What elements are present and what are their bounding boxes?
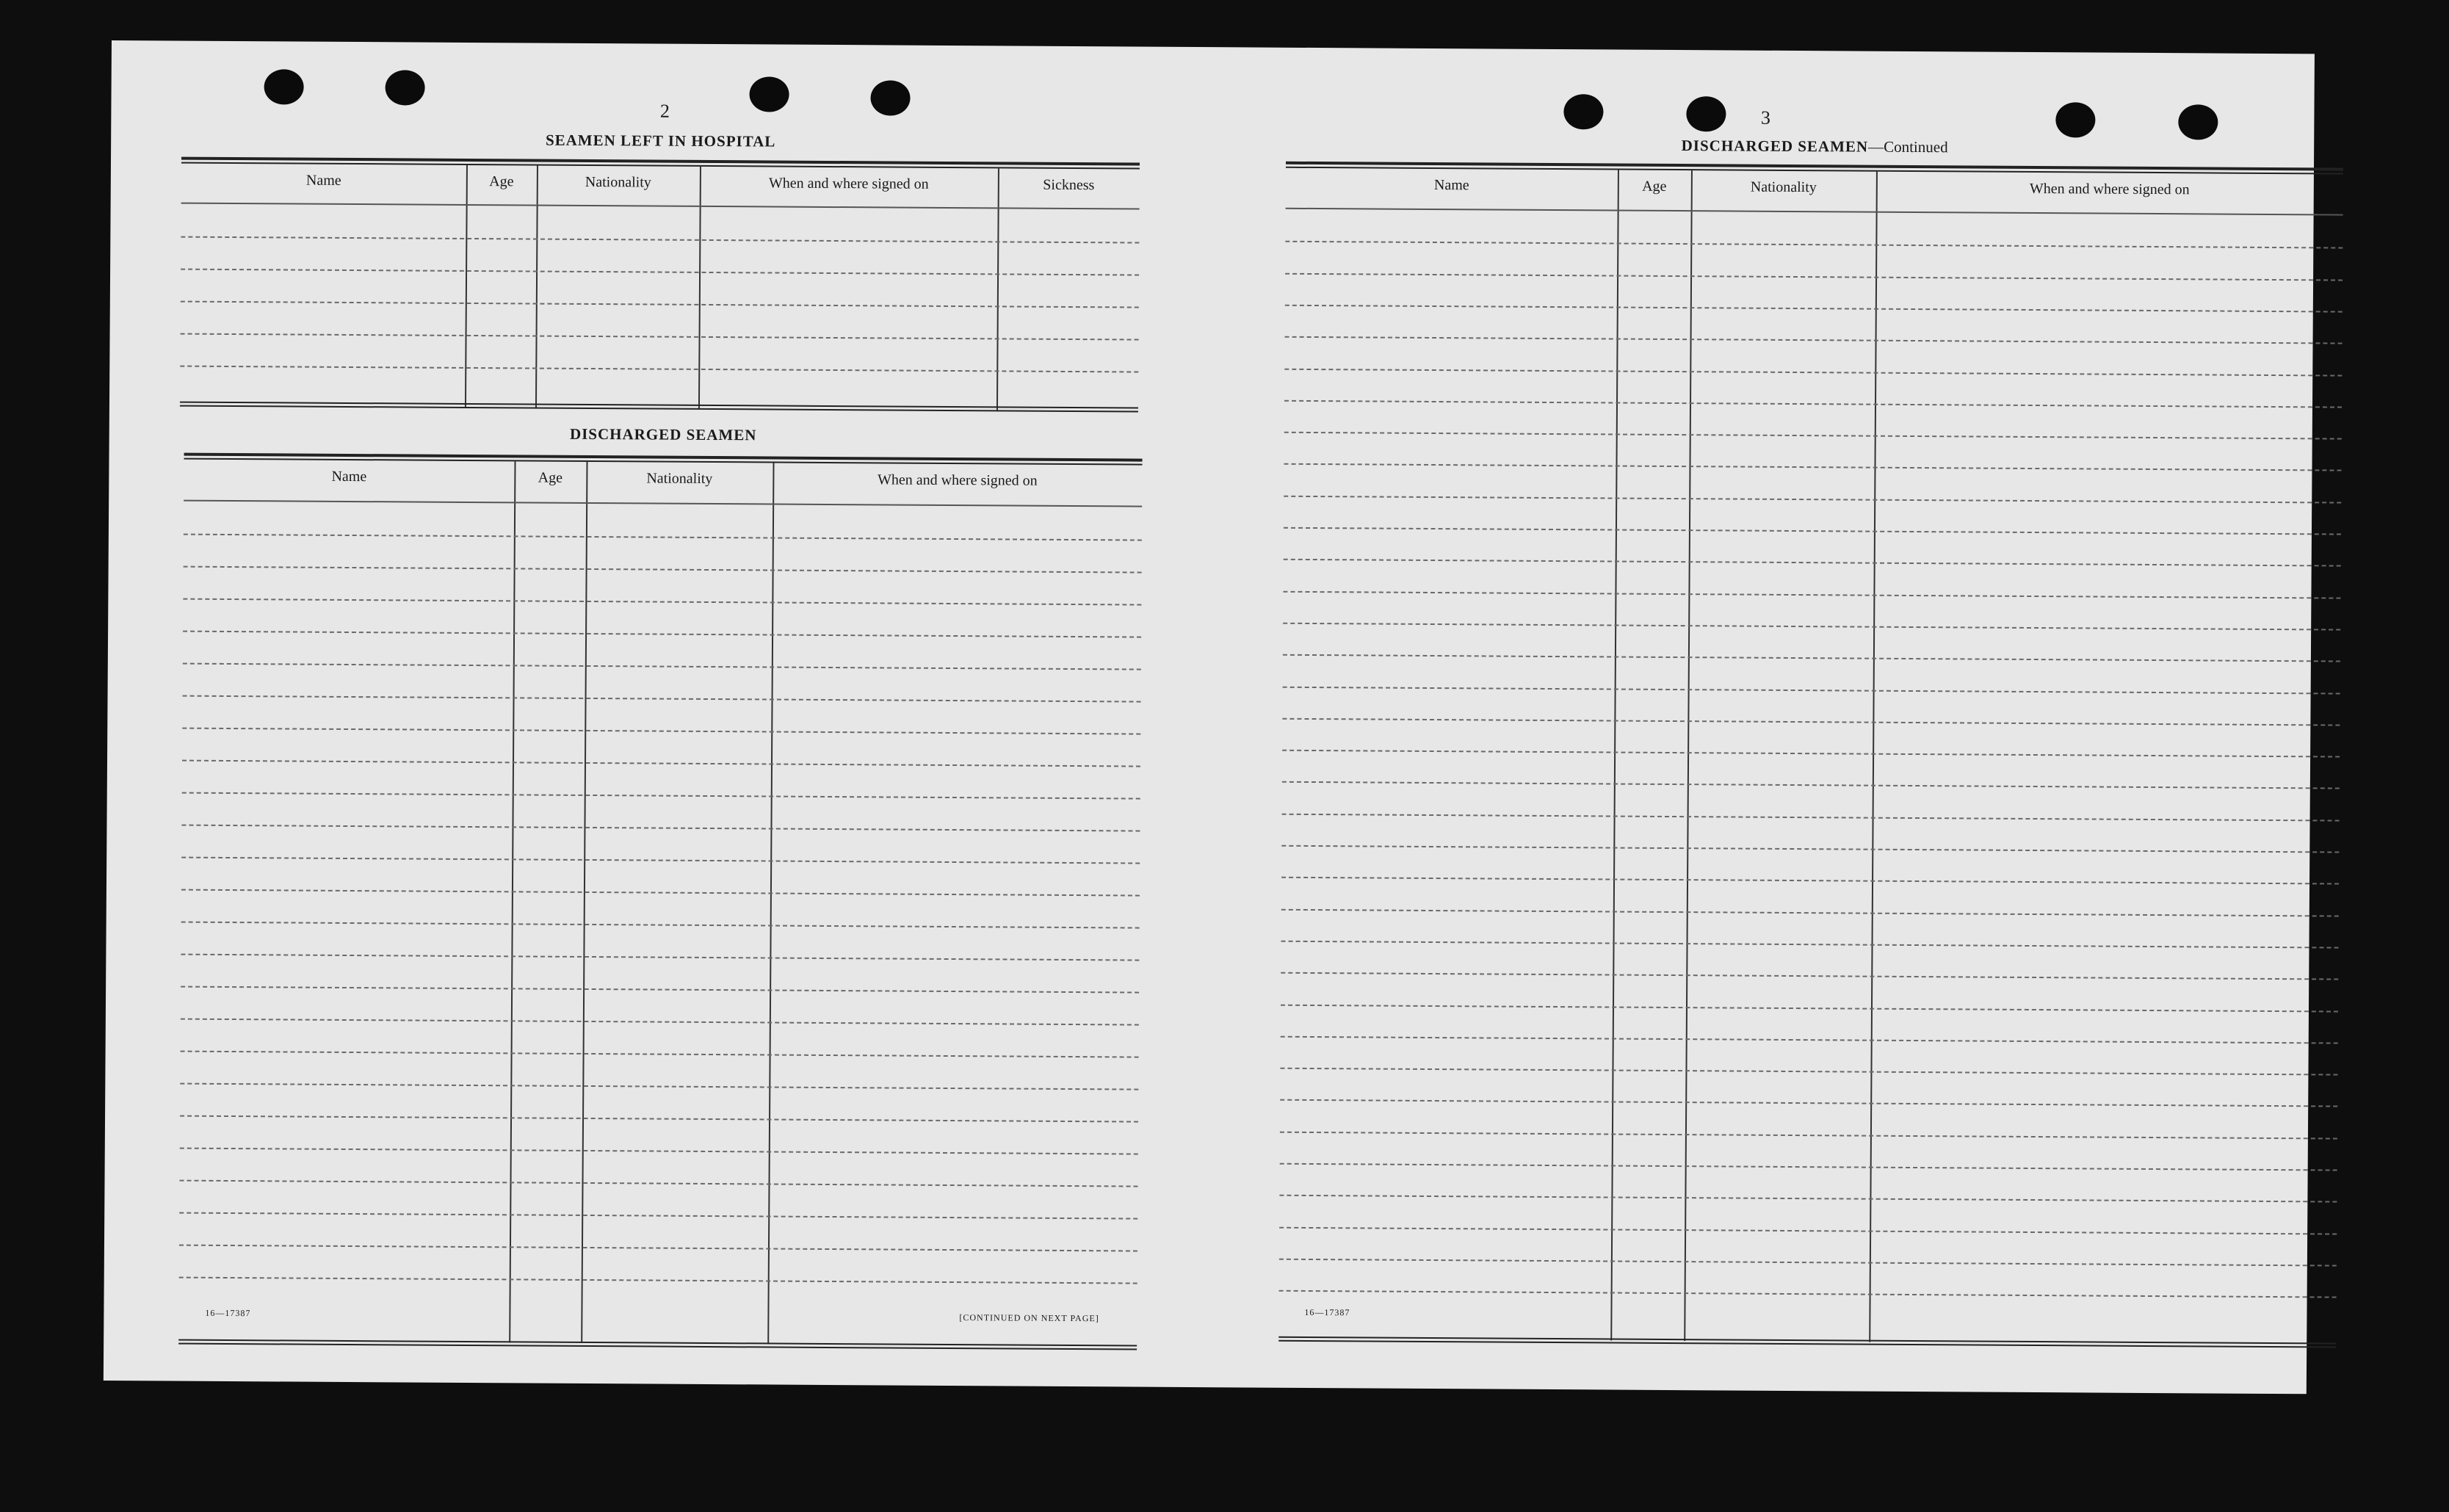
discharged-continued-table (1278, 162, 2343, 1347)
discharged-title-main: DISCHARGED SEAMEN (1681, 137, 1869, 156)
discharged-title-suffix: —Continued (1868, 137, 1948, 156)
table-row-line (1281, 1036, 2338, 1044)
form-number-right: 16—17387 (1304, 1306, 1350, 1318)
punch-hole (385, 70, 424, 105)
table-row-line (181, 857, 1140, 864)
table-row-line (180, 366, 1138, 373)
table-row-line (1280, 1131, 2337, 1139)
col-header-name: Name (331, 468, 367, 485)
table-row-line (183, 598, 1141, 606)
table-row-line (1284, 432, 2342, 440)
table-row-line (1282, 718, 2340, 726)
table-row-line (1280, 1068, 2337, 1076)
table-row-line (181, 1019, 1139, 1026)
table-row-line (1282, 750, 2340, 758)
col-header-when-where: When and where signed on (2029, 180, 2190, 198)
table-row-line (1285, 336, 2343, 344)
table-row-line (181, 1051, 1139, 1058)
table-row-line (1284, 527, 2341, 535)
page-number-left: 2 (659, 100, 670, 122)
table-row-line (1279, 1195, 2337, 1203)
table-row-line (181, 825, 1140, 832)
table-row-line (183, 631, 1141, 638)
table-row-line (1280, 1099, 2337, 1107)
col-header-nationality: Nationality (646, 470, 713, 488)
table-row-line (1283, 623, 2340, 631)
table-row-line (1285, 241, 2343, 249)
table-row-line (183, 695, 1141, 703)
hospital-section-title: SEAMEN LEFT IN HOSPITAL (545, 131, 776, 151)
table-row-line (179, 1212, 1137, 1220)
punch-hole (749, 76, 789, 112)
table-row-line (184, 566, 1142, 574)
table-row-line (181, 236, 1139, 244)
discharged-table (178, 453, 1142, 1351)
table-row-line (179, 1245, 1137, 1252)
table-row-line (1281, 941, 2339, 949)
table-row-line (1280, 1163, 2337, 1171)
discharged-continued-title (1286, 134, 2343, 159)
continued-note: [CONTINUED ON NEXT PAGE] (959, 1312, 1099, 1324)
table-row-line (1283, 654, 2340, 662)
table-row-line (1283, 686, 2340, 694)
table-row-line (181, 922, 1140, 929)
col-header-name: Name (1433, 177, 1469, 194)
table-row-line (179, 1277, 1137, 1284)
table-row-line (181, 269, 1139, 276)
table-row-line (1284, 495, 2341, 503)
table-row-line (1285, 305, 2343, 313)
document-sheet (104, 40, 2315, 1394)
punch-hole (264, 69, 303, 104)
col-header-sickness: Sickness (1043, 176, 1095, 194)
page-number-right: 3 (1760, 106, 1770, 129)
table-row-line (1283, 590, 2340, 598)
table-row-line (1284, 400, 2342, 408)
col-header-age: Age (1642, 178, 1667, 195)
col-header-when-where: When and where signed on (768, 175, 929, 192)
table-row-line (180, 1115, 1138, 1123)
table-row-line (1284, 368, 2342, 376)
table-row-line (1281, 845, 2339, 853)
punch-hole (1686, 96, 1726, 131)
table-row-line (1279, 1259, 2337, 1267)
col-header-when-where: When and where signed on (877, 471, 1038, 489)
table-row-line (184, 534, 1142, 541)
table-row-line (1281, 972, 2338, 980)
table-row-line (1285, 272, 2343, 281)
table-row-line (1279, 1290, 2337, 1298)
table-row-line (183, 663, 1141, 670)
table-row-line (181, 986, 1139, 994)
table-row-line (181, 954, 1139, 961)
table-row-line (1281, 908, 2339, 916)
punch-hole (2178, 104, 2218, 140)
table-row-line (1279, 1226, 2337, 1234)
col-header-age: Age (538, 469, 563, 486)
table-row-line (1281, 1004, 2338, 1012)
table-row-line (180, 1083, 1138, 1090)
col-header-name: Name (305, 172, 341, 189)
punch-hole (1563, 94, 1603, 129)
table-row-line (1284, 559, 2341, 567)
punch-hole (2055, 102, 2095, 137)
table-row-line (1284, 463, 2341, 471)
punch-hole (870, 80, 910, 115)
table-row-line (182, 792, 1140, 800)
hospital-table (180, 157, 1140, 413)
col-header-nationality: Nationality (1750, 178, 1817, 196)
discharged-section-title: DISCHARGED SEAMEN (569, 424, 757, 444)
col-header-age: Age (489, 173, 514, 190)
table-row-line (181, 333, 1139, 341)
table-row-line (182, 760, 1140, 767)
table-row-line (1281, 877, 2339, 885)
form-number-left: 16—17387 (205, 1307, 251, 1319)
col-header-nationality: Nationality (585, 173, 651, 191)
table-row-line (181, 301, 1139, 308)
table-row-line (1282, 813, 2340, 821)
table-row-line (1282, 781, 2340, 789)
table-row-line (181, 889, 1140, 897)
table-row-line (180, 1180, 1138, 1187)
table-row-line (182, 728, 1140, 735)
table-row-line (180, 1148, 1138, 1155)
